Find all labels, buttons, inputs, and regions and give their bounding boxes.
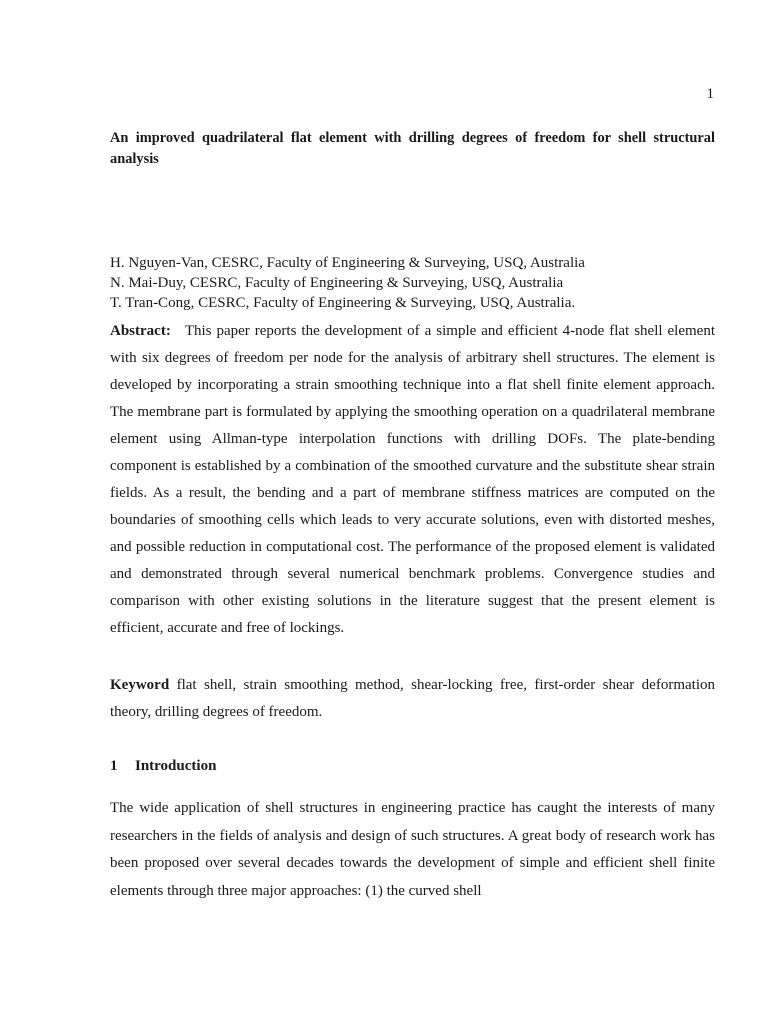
section-number: 1 [110, 758, 118, 774]
introduction-paragraph: The wide application of shell structures in engineering practice has caught the interests of many researchers in the fields of analysis and design of such structures. A great body of research work has been proposed over several decades towards the development of simple and efficient shell finite elements through three major approaches: (1) the curved shell [110, 800, 715, 899]
keyword-text: flat shell, strain smoothing method, shear-locking free, first-order shear deformation theory, drilling degrees of freedom. [110, 677, 715, 720]
keywords [110, 672, 715, 726]
abstract [110, 318, 715, 642]
abstract-label: Abstract: [110, 323, 171, 339]
author-line: T. Tran-Cong, CESRC, Faculty of Engineering & Surveying, USQ, Australia. [110, 295, 576, 311]
page-number: 1 [706, 86, 714, 102]
paper-title: An improved quadrilateral flat element with drilling degrees of freedom for shell structural analysis [110, 130, 715, 167]
author-line: H. Nguyen-Van, CESRC, Faculty of Engineering & Surveying, USQ, Australia [110, 255, 585, 271]
abstract-text: This paper reports the development of a simple and efficient 4-node flat shell element with six degrees of freedom per node for the analysis of arbitrary shell structures. The element is developed by incorporating a strain smoothing technique into a flat shell finite element approach. The membrane part is formulated by applying the smoothing operation on a quadrilateral membrane element using Allman-type interpolation functions with drilling DOFs. The plate-bending component is established by a combination of the smoothed curvature and the substitute shear strain fields. As a result, the bending and a part of membrane stiffness matrices are computed on the boundaries of smoothing cells which leads to very accurate solutions, even with distorted meshes, and possible reduction in computational cost. The performance of the proposed element is validated and demonstrated through several numerical benchmark problems. Convergence studies and comparison with other existing solutions in the literature suggest that the present element is efficient, accurate and free of lockings. [110, 323, 715, 636]
keyword-label: Keyword [110, 677, 170, 693]
author-line: N. Mai-Duy, CESRC, Faculty of Engineering & Surveying, USQ, Australia [110, 275, 564, 291]
section-title: Introduction [135, 758, 217, 774]
author-list [110, 253, 715, 313]
section-heading [110, 758, 216, 775]
